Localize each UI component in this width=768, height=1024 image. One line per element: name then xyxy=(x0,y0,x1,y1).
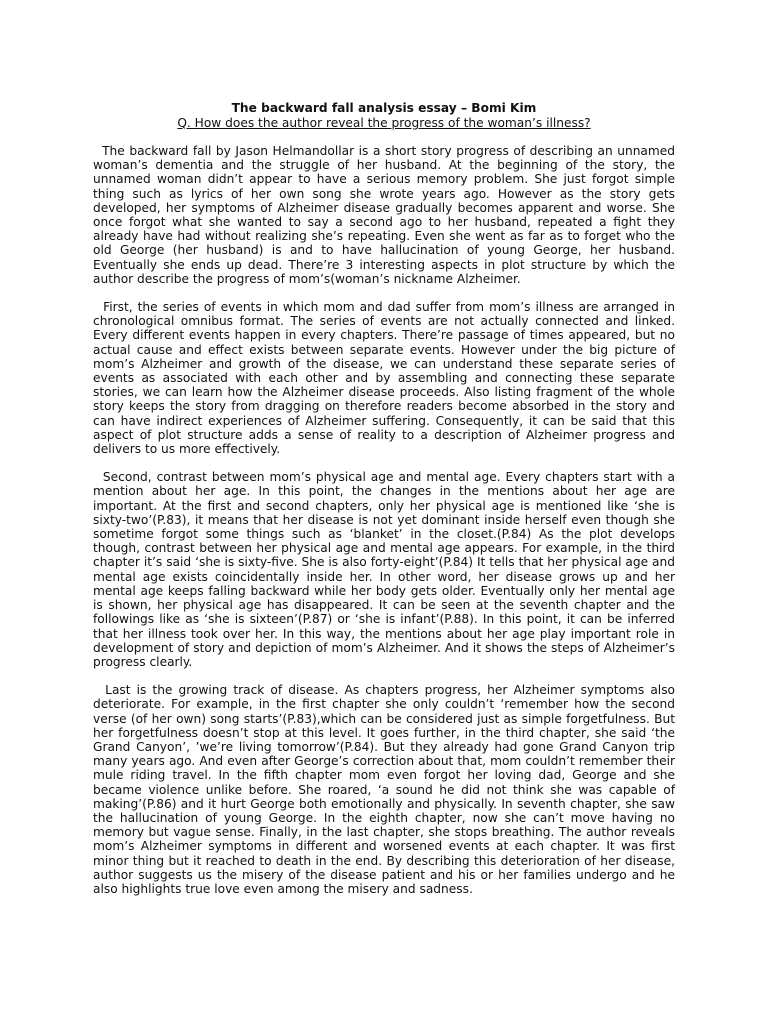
essay-question: Q. How does the author reveal the progress of the woman’s illness? xyxy=(177,116,591,130)
paragraph-second: Second, contrast between mom’s physical age and mental age. Every chapters start with a mention about her age. In this point, the changes in the mentions about her age are important. At the first and second chapters, only her physical age is mentioned like ‘she is sixty-two’(P.83), it means that her disease is not yet dominant inside herself even though she sometime forgot some things such as ‘blanket’ in the closet.(P.84) As the plot develops though, contrast between her physical age and mental age appears. For example, in the third chapter it’s said ‘she is sixty-five. She is also forty-eight’(P.84) It tells that her physical age and mental age exists coincidentally inside her. In other word, her disease grows up and her mental age keeps falling backward while her body gets older. Eventually only her mental age is shown, her physical age has disappeared. It can be seen at the seventh chapter and the followings like as ‘she is sixteen’(P.87) or ‘she is infant’(P.88). In this point, it can be inferred that her illness took over her. In this way, the mentions about her age play important role in development of story and depiction of mom’s Alzheimer. And it shows the steps of Alzheimer’s progress clearly. xyxy=(93,470,679,669)
paragraph-first: First, the series of events in which mom and dad suffer from mom’s illness are arranged in chronological omnibus format. The series of events are not actually connected and linked. Every different events happen in every chapters. There’re passage of times appeared, but no actual cause and effect exists between separate events. However under the big picture of mom’s Alzheimer and growth of the disease, we can understand these separate series of events as associated with each other and by assembling and connecting these separate stories, we can learn how the Alzheimer disease proceeds. Also listing fragment of the whole story keeps the story from dragging on therefore readers become absorbed in the story and can have indirect experiences of Alzheimer suffering. Consequently, it can be said that this aspect of plot structure adds a sense of reality to a description of Alzheimer progress and delivers to us more effectively. xyxy=(93,300,679,457)
document-page xyxy=(93,101,679,910)
paragraph-intro: The backward fall by Jason Helmandollar is a short story progress of describing an unnamed woman’s dementia and the struggle of her husband. At the beginning of the story, the unnamed woman didn’t appear to have a serious memory problem. She just forgot simple thing such as lyrics of her own song she wrote years ago. However as the story gets developed, her symptoms of Alzheimer disease gradually becomes apparent and worse. She once forgot what she wanted to say a second ago to her husband, repeated a fight they already have had without realizing she’s repeating. Even she went as far as to forget who the old George (her husband) is and to have hallucination of young George, her husband. Eventually she ends up dead. There’re 3 interesting aspects in plot structure by which the author describe the progress of mom’s(woman’s nickname Alzheimer. xyxy=(93,144,679,286)
paragraph-last: Last is the growing track of disease. As chapters progress, her Alzheimer symptoms also deteriorate. For example, in the first chapter she only couldn’t ‘remember how the second verse (of her own) song starts’(P.83),which can be considered just as simple forgetfulness. But her forgetfulness doesn’t stop at this level. It goes further, in the third chapter, she said ‘the Grand Canyon’, ’we’re living tomorrow’(P.84). But they already had gone Grand Canyon trip many years ago. And even after George’s correction about that, mom couldn’t remember their mule riding travel. In the fifth chapter mom even forgot her loving dad, George and she became violence unlike before. She roared, ‘a sound he did not think she was capable of making’(P.86) and it hurt George both emotionally and physically. In seventh chapter, she saw the hallucination of young George. In the eighth chapter, now she can’t move having no memory but vague sense. Finally, in the last chapter, she stops breathing. The author reveals mom’s Alzheimer symptoms in different and worsened events at each chapter. It was first minor thing but it reached to death in the end. By describing this deterioration of her disease, author suggests us the misery of the disease patient and his or her families undergo and he also highlights true love even among the misery and sadness. xyxy=(93,683,679,896)
essay-title: The backward fall analysis essay – Bomi Kim xyxy=(231,101,537,115)
